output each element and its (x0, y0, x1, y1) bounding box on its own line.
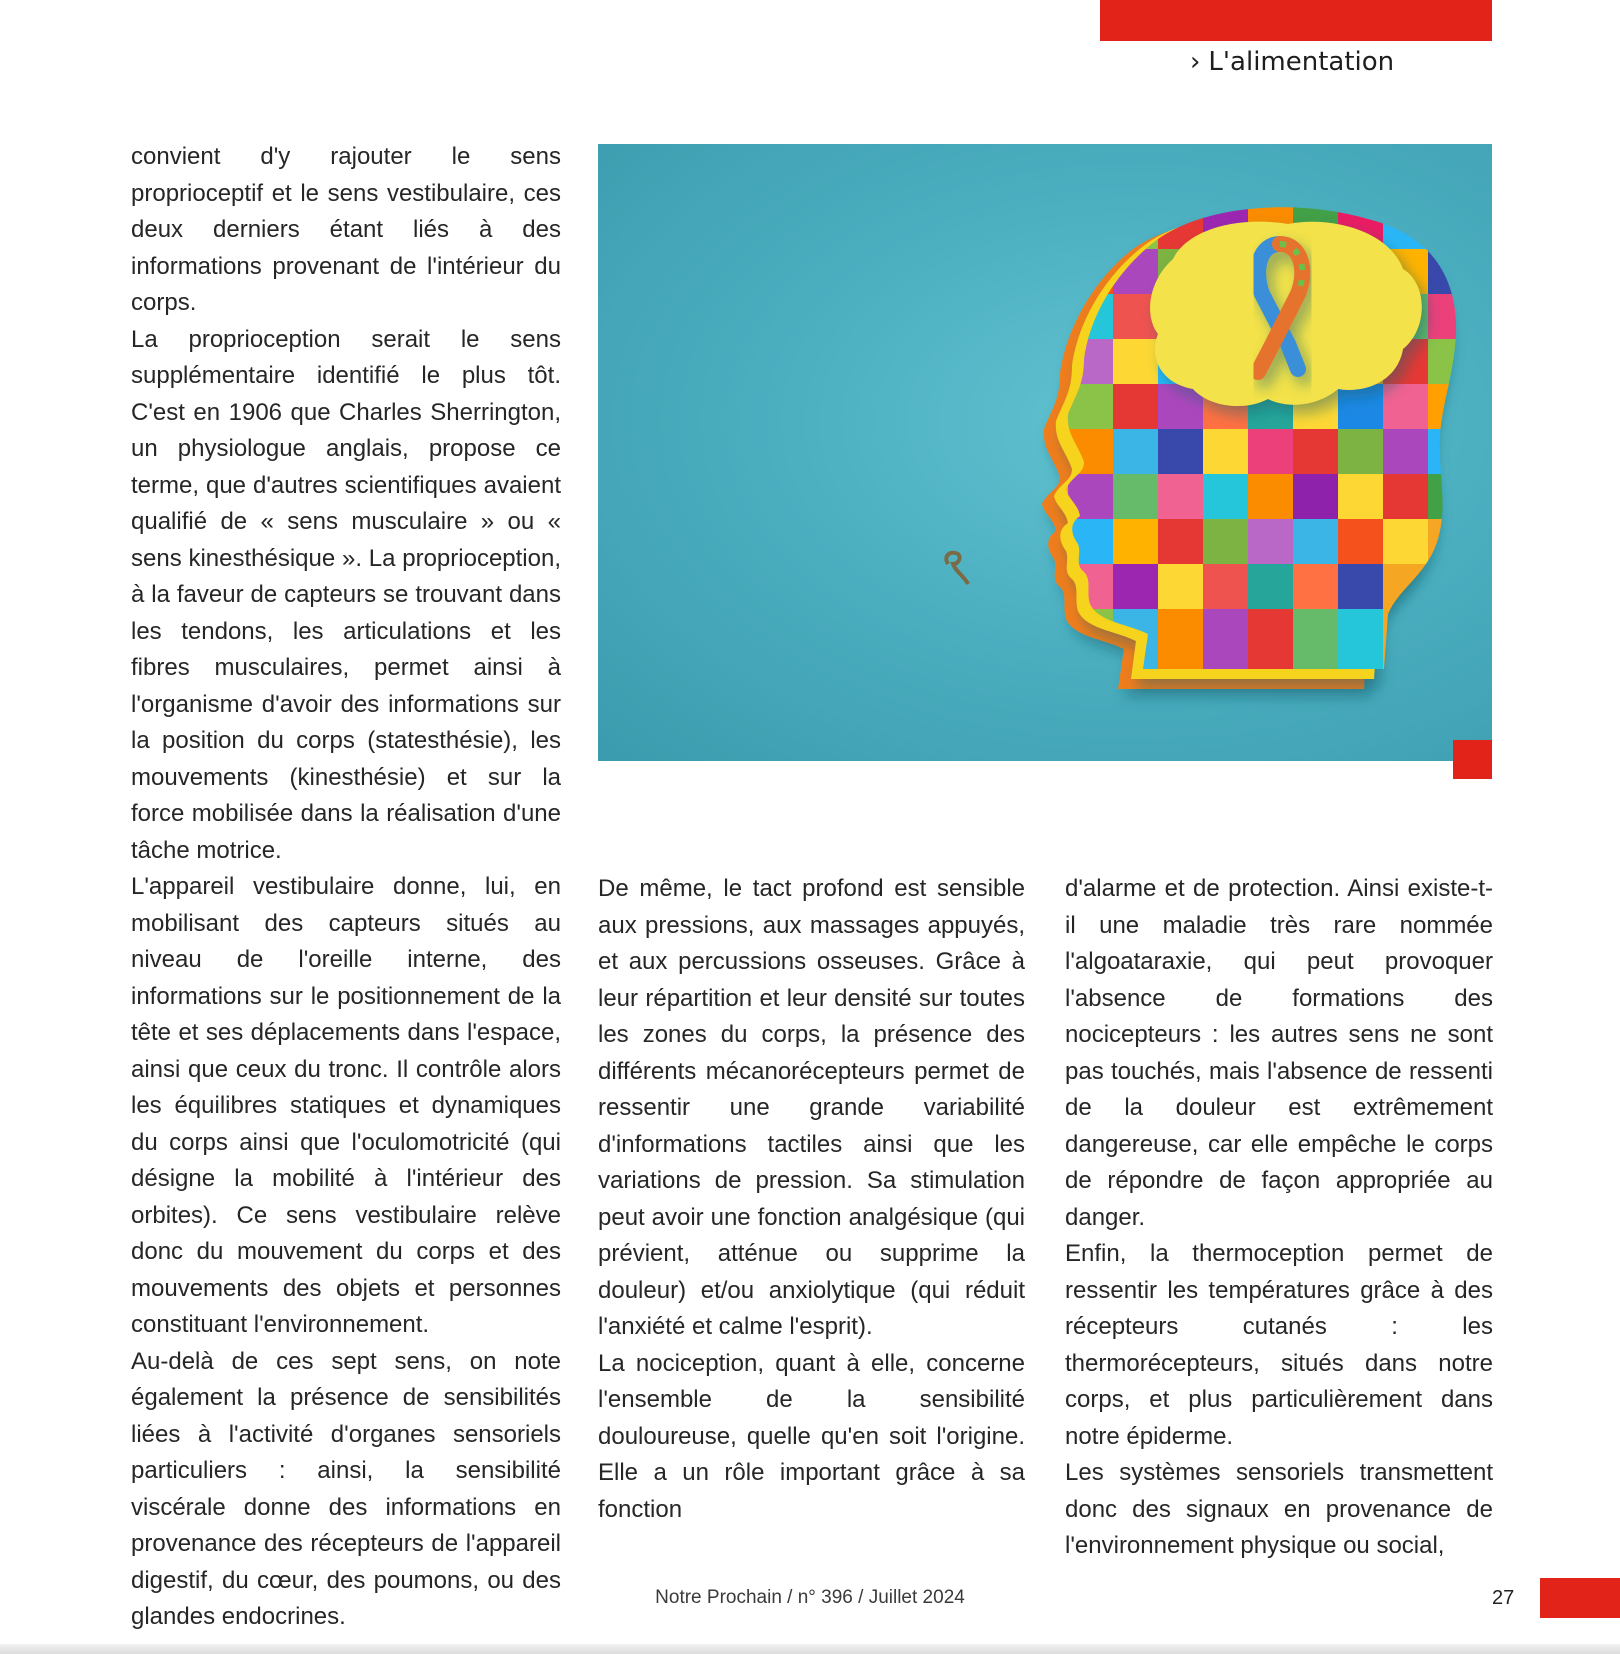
puzzle-head-illustration (598, 144, 1492, 761)
text-column-middle (598, 871, 1025, 1528)
section-title (1190, 42, 1430, 82)
paragraph: Les systèmes sensoriels transmettent donc des signaux en provenance de l'environnement physique ou social, (1065, 1459, 1493, 1559)
footer-publication: Notre Prochain / n° 396 / Juillet 2024 (655, 1587, 965, 1608)
bottom-edge (0, 1644, 1620, 1654)
chevron-right-icon: › (1190, 47, 1201, 77)
paragraph: La proprioception serait le sens supplémentaire identifié le plus tôt. C'est en 1906 que Charles Sherrington, un physiologue anglais, propose ce terme, que d'autres scientifiques avaient qualifié de « sens musculaire » ou « sens kinesthésique ». La proprioception, à la faveur de capteurs se trouvant dans les tendons, les articulations et les fibres musculaires, permet ainsi à l'organisme d'avoir des informations sur la position du corps (statesthésie), les mouvements (kinesthésie) et sur la force mobilisée dans la réalisation d'une tâche motrice. (131, 325, 561, 864)
paragraph: L'appareil vestibulaire donne, lui, en mobilisant des capteurs situés au niveau de l'oreille interne, des informations sur le positionnement de la tête et ses déplacements dans l'espace, ainsi que ceux du tronc. Il contrôle alors les équilibres statiques et dynamiques du corps ainsi que l'oculomotricité (qui désigne la mobilité à l'intérieur des orbites). Ce sens vestibulaire relève donc du mouvement du corps et des mouvements des objets et personnes constituant l'environnement. (131, 873, 561, 1338)
text-column-left (131, 139, 561, 1636)
header-accent-bar (1100, 0, 1492, 41)
paragraph: De même, le tact profond est sensible aux pressions, aux massages appuyés, et aux percussions osseuses. Grâce à leur répartition et leur densité sur toutes les zones du corps, la présence des différents mécanorécepteurs permet de ressentir une grande variabilité d'informations tactiles ainsi que les variations de pression. Sa stimulation peut avoir une fonction analgésique (qui prévient, atténue ou supprime la douleur) et/ou anxiolytique (qui réduit l'anxiété et calme l'esprit). (598, 875, 1025, 1340)
paragraph: La nociception, quant à elle, concerne l'ensemble de la sensibilité douloureuse, quelle qu'en soit l'origine. Elle a un rôle important grâce à sa fonction (598, 1349, 1025, 1523)
section-title-text: L'alimentation (1208, 47, 1395, 77)
puzzle-head-photo (598, 144, 1492, 761)
page-number: 27 (1492, 1587, 1515, 1609)
paragraph: Au-delà de ces sept sens, on note également la présence de sensibilités liées à l'activité d'organes sensoriels particuliers : ainsi, la sensibilité viscérale donne des informations en provenance des récepteurs de l'appareil digestif, du cœur, des poumons, ou des glandes endocrines. (131, 1347, 561, 1630)
paragraph: Enfin, la thermoception permet de ressentir les températures grâce à des récepteurs cutanés : les thermorécepteurs, situés dans notre corps, et plus particulièrement dans notre épiderme. (1065, 1240, 1493, 1450)
text-column-right (1065, 871, 1493, 1565)
paragraph: d'alarme et de protection. Ainsi existe-t-il une maladie très rare nommée l'algoataraxie, qui peut provoquer l'absence de formations des nocicepteurs : les autres sens ne sont pas touchés, mais l'absence de ressenti de la douleur est extrêmement dangereuse, car elle empêche le corps de répondre de façon appropriée au danger. (1065, 875, 1493, 1231)
paragraph: convient d'y rajouter le sens proprioceptif et le sens vestibulaire, ces deux derniers étant liés à des informations provenant de l'intérieur du corps. (131, 143, 561, 316)
page-accent-bar (1540, 1578, 1620, 1618)
photo-accent-square (1453, 740, 1492, 779)
